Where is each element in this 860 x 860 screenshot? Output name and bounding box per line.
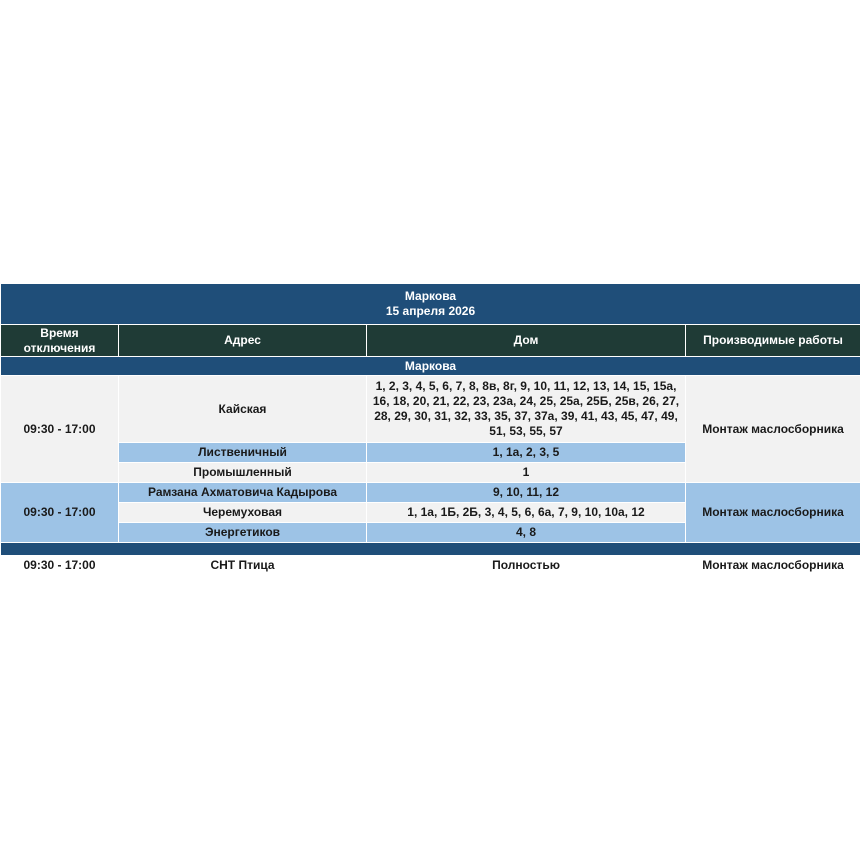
outage-time: 09:30 - 17:00 [1,483,119,543]
table-row [1,376,860,443]
table-row [1,483,860,503]
header-row [1,325,860,357]
house-numbers: 1, 1а, 2, 3, 5 [367,443,686,463]
street-name: Энергетиков [119,523,367,543]
works-description: Монтаж маслосборника [686,556,860,576]
street-name: Промышленный [119,463,367,483]
header-works: Производимые работы [686,325,860,357]
header-time: Время отключения [1,325,119,357]
group-title: Маркова [1,357,860,376]
house-numbers: 1, 1а, 1Б, 2Б, 3, 4, 5, 6, 6а, 7, 9, 10, 10а, 12 [367,503,686,523]
street-name: Рамзана Ахматовича Кадырова [119,483,367,503]
separator-row [1,543,860,556]
outage-time: 09:30 - 17:00 [1,376,119,483]
settlement-name: Маркова [404,289,457,303]
schedule-date: 15 апреля 2026 [385,304,476,318]
street-name: Лиственичный [119,443,367,463]
outage-time: 09:30 - 17:00 [1,556,119,576]
house-numbers: 9, 10, 11, 12 [367,483,686,503]
house-numbers: 4, 8 [367,523,686,543]
street-name: Кайская [119,376,367,443]
street-name: СНТ Птица [119,556,367,576]
header-house: Дом [367,325,686,357]
table-row [1,556,860,576]
group-row [1,357,860,376]
house-numbers: 1, 2, 3, 4, 5, 6, 7, 8, 8в, 8г, 9, 10, 11, 12, 13, 14, 15, 15а, 16, 18, 20, 21, 22, 23, 23а, 24, 25, 25а, 25Б, 25в, 26, 27, 28, 29, 30, 31, 32, 33, 35, 37, 37а, 39, 41, 43, 45, 47, 49, 51, 53, 55, 57 [367,376,686,443]
separator [1,543,860,556]
table-title-row [1,284,860,325]
table-title [1,284,860,325]
outage-table [0,283,860,576]
house-numbers: Полностью [367,556,686,576]
header-address: Адрес [119,325,367,357]
street-name: Черемуховая [119,503,367,523]
outage-schedule [0,283,860,576]
works-description: Монтаж маслосборника [686,483,860,543]
works-description: Монтаж маслосборника [686,376,860,483]
house-numbers: 1 [367,463,686,483]
